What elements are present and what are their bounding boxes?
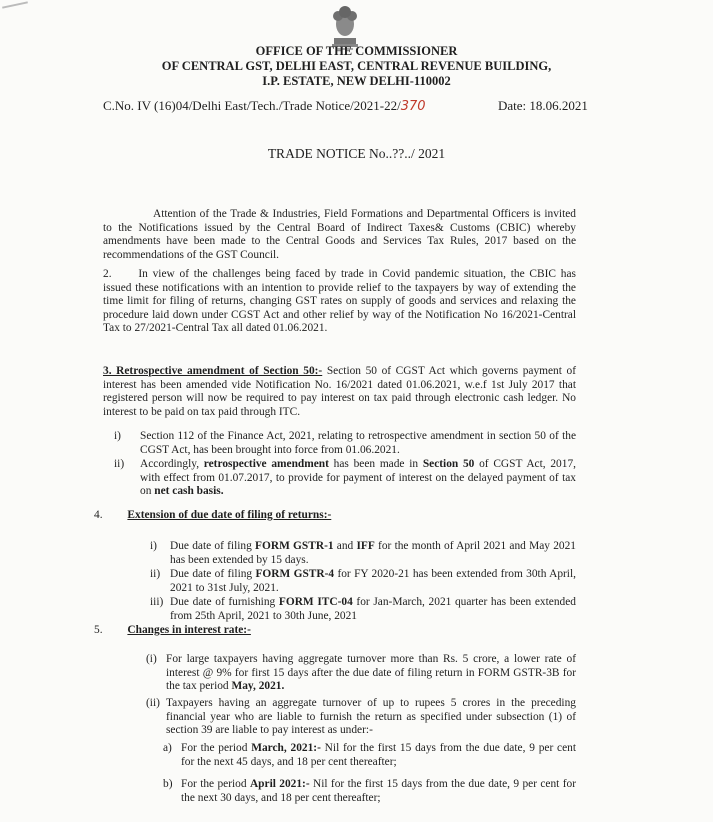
para5-item-ii [146,697,576,738]
paragraph-3 [103,365,576,419]
paragraph-2 [103,268,576,336]
item-bold-part: IFF [356,540,375,552]
item-mark: a) [163,742,172,754]
para5-sub-b [163,778,576,805]
notice-date: Date: 18.06.2021 [498,98,588,113]
office-title-line2: OF CENTRAL GST, DELHI EAST, CENTRAL REVENUE BUILDING, [161,59,552,73]
para3-item-ii [114,458,576,499]
interest-rate-heading: Changes in interest rate:- [127,624,251,636]
item-text-part: for Jan-March, 2021 quarter has been extended from 25th April, 2021 to 30th June, 2021 [170,596,576,622]
item-mark: (i) [146,653,157,665]
item-bold-part: Section 50 [422,458,475,470]
item-bold-part: FORM ITC-04 [278,596,353,608]
item-text: Taxpayers having an aggregate turnover of up to rupees 5 crores in the preceding financial year who are liable to furnish the return as specified under subsection (1) of section 39 are liable to pay interest as under:- [166,697,576,736]
para4-item-iii [150,596,576,623]
paragraph-5-number: 5. [94,624,103,636]
item-text-part: has been made in [328,458,423,470]
item-text [170,596,576,623]
item-mark: i) [150,540,157,552]
item-mark: (ii) [146,697,160,709]
item-mark: b) [163,778,173,790]
item-text-part: For the period [181,778,250,790]
item-text-part: of CGST Act, 2017, with effect from 01.07.2017, to provide for payment of interest on the delayed payment of tax on [140,458,576,497]
office-title-line1: OFFICE OF THE COMMISSIONER [255,44,458,58]
trade-notice-title: TRADE NOTICE No..??../ 2021 [267,146,446,161]
item-text [166,653,576,694]
item-text-part: Nil for the first 15 days from the due date, 9 per cent for the next 45 days, and 18 per cent thereafter; [181,742,576,768]
item-bold-part: April 2021:- [249,778,310,790]
item-text-part: and [333,540,357,552]
reference-text: C.No. IV (16)04/Delhi East/Tech./Trade Notice/2021-22/ [103,98,401,113]
item-mark: ii) [150,568,161,580]
paragraph-3-text: Section 50 of CGST Act which governs payment of interest has been amended vide Notification No. 16/2021 dated 01.06.2021, w.e.f 1st July 2017 that registered person will now be required to pay interest on tax paid through electronic cash ledger. No interest to be paid on tax paid through ITC. [103,365,576,418]
item-bold-part: May, 2021. [231,680,285,692]
handwritten-number: 370 [400,99,426,114]
para4-item-ii [150,568,576,595]
item-bold-part: net cash basis. [154,485,224,497]
item-mark: ii) [114,458,125,470]
reference-number [103,98,426,114]
item-text-part: Nil for the first 15 days from the due date, 9 per cent for the next 30 days, and 18 per cent thereafter; [181,778,576,804]
paragraph-2-text: In view of the challenges being faced by trade in Covid pandemic situation, the CBIC has issued these notifications with an intention to provide relief to the taxpayers by way of extending the time limit for filing of returns, changing GST rates on supply of goods and services and relaxing the procedure laid down under CGST Act and other relief by way of the Notification No 16/2021-Central Tax to 27/2021-Central Tax all dated 01.06.2021. [103,268,576,334]
item-text-part: For large taxpayers having aggregate turnover more than Rs. 5 crore, a lower rate of interest @ 9% for first 15 days after the due date of filing return in FORM GSTR-3B for the tax period [166,653,576,692]
item-bold-part: FORM GSTR-4 [255,568,335,580]
para3-item-i [114,430,576,457]
item-text [181,778,576,805]
paragraph-2-number: 2. [103,268,112,280]
item-text [181,742,576,769]
item-text-part: for FY 2020-21 has been extended from 30th April, 2021 to 31st July, 2021. [170,568,576,594]
item-text-part: for the month of April 2021 and May 2021 has been extended by 15 days. [170,540,576,566]
item-mark: i) [114,430,121,442]
item-bold-part: FORM GSTR-1 [255,540,334,552]
item-text-part: Due date of filing [170,540,256,552]
item-text [170,568,576,595]
office-title-line3: I.P. ESTATE, NEW DELHI-110002 [262,74,451,88]
item-text: Section 112 of the Finance Act, 2021, relating to retrospective amendment in section 50 of the CGST Act, has been brought into force from 01.06.2021. [140,430,576,456]
para5-item-i [146,653,576,694]
para4-item-i [150,540,576,567]
section-50-heading: 3. Retrospective amendment of Section 50:- [103,365,323,377]
paragraph-4-heading [94,509,574,523]
item-bold-part: March, 2021:- [251,742,321,754]
item-bold-part: retrospective amendment [203,458,329,470]
para5-sub-a [163,742,576,769]
item-text-part: Due date of filing [170,568,256,580]
item-text-part: For the period [181,742,252,754]
item-text-part: Due date of furnishing [170,596,279,608]
item-mark: iii) [150,596,164,608]
paragraph-4-number: 4. [94,509,103,521]
scan-mark [2,1,28,8]
extension-heading: Extension of due date of filing of returns:- [127,509,332,521]
item-text-part: Accordingly, [140,458,204,470]
paragraph-1: Attention of the Trade & Industries, Field Formations and Departmental Officers is invited to the Notifications issued by the Central Board of Indirect Taxes& Customs (CBIC) whereby amendments have been made to the Central Goods and Services Tax Rules, 2017 based on the recommendations of the GST Council. [103,208,576,261]
paragraph-5-heading [94,624,574,638]
item-text [170,540,576,567]
item-text [140,458,576,499]
